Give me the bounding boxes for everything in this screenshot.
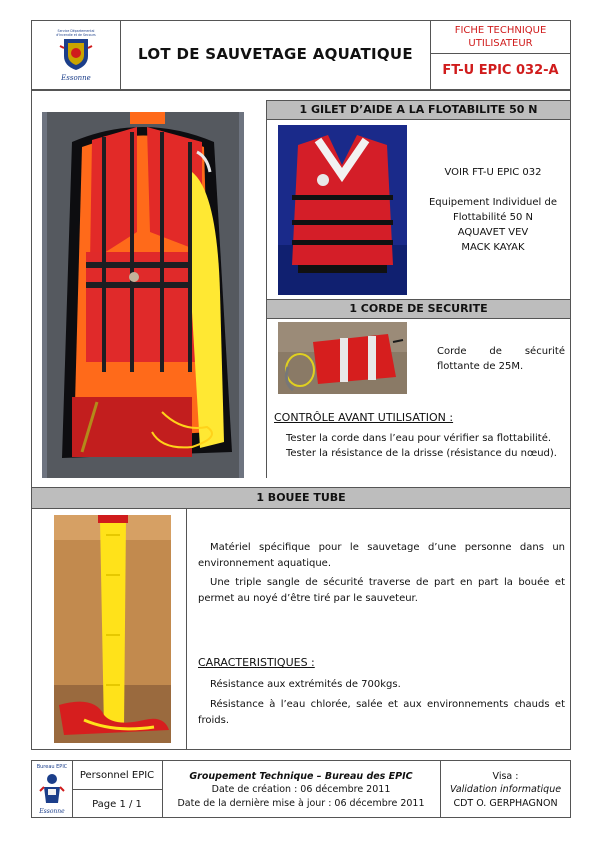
vest-desc-line4: MACK KAYAK [461, 242, 525, 253]
footer-group: Groupement Technique – Bureau des EPIC [189, 771, 413, 782]
footer-visa-signer: CDT O. GERPHAGNON [453, 798, 558, 809]
vest-see-ref: VOIR FT-U EPIC 032 [444, 167, 542, 178]
rope-desc-line1: Corde de sécurité [437, 346, 565, 357]
sheet-reference: FT-U EPIC 032-A [442, 63, 559, 78]
page-title: LOT DE SAUVETAGE AQUATIQUE [138, 45, 413, 63]
section-gilet-heading: 1 GILET D’AIDE A LA FLOTABILITE 50 N [266, 100, 571, 120]
footer-page: Page 1 / 1 [92, 799, 142, 810]
bouee-p2: Une triple sangle de sécurité traverse de part en part la bouée et permet au noyé d’être tiré par le sauveteur. [198, 577, 565, 604]
rope-bag-photo [278, 322, 407, 394]
vest-desc-line1: Equipement Individuel de [428, 197, 558, 208]
carac-p1: Résistance aux extrémités de 700kgs. [210, 679, 401, 690]
footer-updated: Date de la dernière mise à jour : 06 décembre 2011 [177, 798, 425, 809]
rescue-tube-photo [54, 515, 171, 743]
vest-photo [278, 125, 407, 295]
vest-desc-line3: AQUAVET VEV [457, 227, 529, 238]
control-p1: Tester la corde dans l’eau pour vérifier sa flottabilité. [286, 433, 552, 444]
carac-p2: Résistance à l’eau chlorée, salée et aux environnements chauds et froids. [198, 699, 565, 726]
sheet-type-line1: FICHE TECHNIQUE [454, 25, 547, 36]
rope-desc [437, 344, 565, 374]
control-p2: Tester la résistance de la drisse (résistance du nœud). [286, 448, 557, 459]
section-bouee-heading: 1 BOUEE TUBE [31, 487, 571, 509]
svg-text:Service Départemental: Service Départemental [57, 29, 95, 33]
column-divider [266, 100, 267, 478]
control-title: CONTRÔLE AVANT UTILISATION : [274, 411, 454, 424]
epic-logo-text: Bureau EPIC [36, 764, 68, 770]
sheet-type-line2: UTILISATEUR [468, 38, 533, 49]
epic-logo [34, 761, 70, 817]
footer-hdiv [72, 789, 162, 790]
vest-desc-line2: Flottabilité 50 N [453, 212, 533, 223]
sdis-logo [52, 26, 100, 86]
vest-kit-photo [42, 112, 244, 478]
footer-owner: Personnel EPIC [79, 770, 155, 781]
svg-text:d'Incendie et de Secours: d'Incendie et de Secours [56, 33, 96, 37]
section-corde-heading: 1 CORDE DE SECURITE [266, 299, 571, 319]
footer-created: Date de création : 06 décembre 2011 [211, 784, 391, 795]
carac-title: CARACTERISTIQUES : [198, 656, 315, 669]
rope-desc-line2: flottante de 25M. [437, 361, 524, 372]
footer-visa-value: Validation informatique [449, 784, 562, 795]
svg-text:Essonne: Essonne [61, 74, 91, 82]
svg-text:Essonne: Essonne [39, 808, 65, 815]
footer-visa-label: Visa : [492, 771, 519, 782]
header-ref-divider [430, 53, 571, 54]
bouee-column-divider [186, 509, 187, 750]
bouee-p1: Matériel spécifique pour le sauvetage d’une personne dans un environnement aquatique. [198, 542, 565, 569]
